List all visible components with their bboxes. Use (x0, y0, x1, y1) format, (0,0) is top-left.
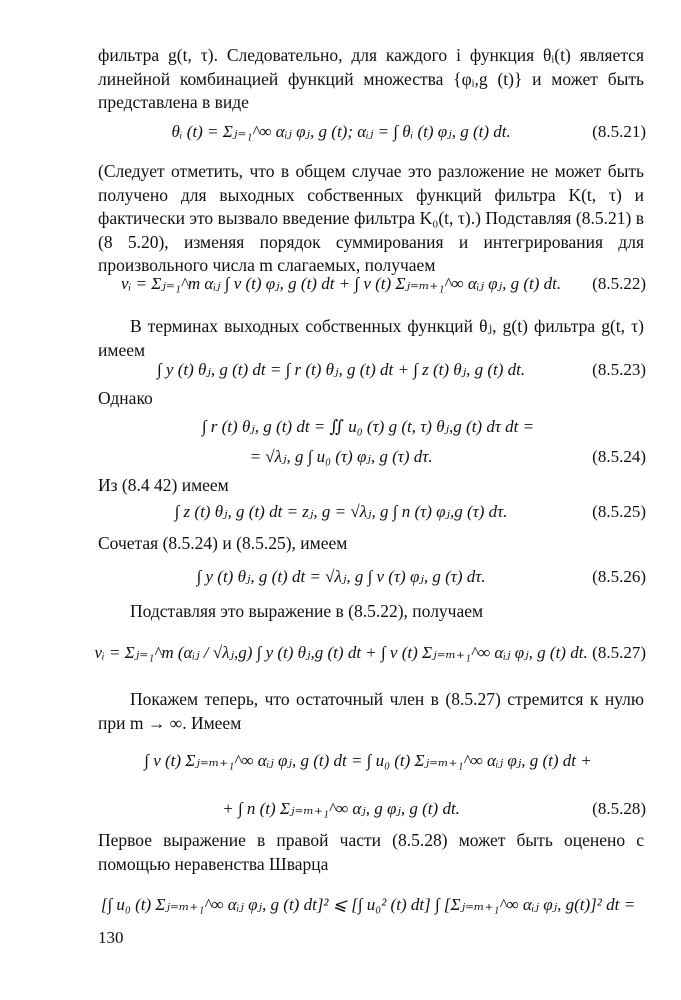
equation-formula: θᵢ (t) = Σⱼ₌₁^∞ αᵢⱼ φⱼ, g (t); αᵢⱼ = ∫ θᵢ (t) φⱼ, g (t) dt. (171, 122, 511, 141)
paragraph: фильтра g(t, τ). Следовательно, для каждого i функция θᵢ(t) является линейной комбинацией функций множества {φᵢ,g (t)} и может быть представлена в виде (98, 45, 644, 112)
equation-formula: vᵢ = Σⱼ₌₁^m αᵢⱼ ∫ v (t) φⱼ, g (t) dt + ∫ v (t) Σⱼ₌ₘ₊₁^∞ αᵢⱼ φⱼ, g (t) dt. (121, 274, 562, 293)
equation-number: (8.5.26) (592, 567, 646, 586)
equation-number: (8.5.28) (592, 799, 646, 818)
equation-number: (8.5.23) (592, 360, 646, 379)
paragraph: В терминах выходных собственных функций θⱼ, g(t) фильтра g(t, τ) имеем (98, 316, 644, 360)
paragraph: Подставляя это выражение в (8.5.22), получаем (130, 601, 484, 621)
paragraph: Однако (98, 388, 153, 408)
equation-8-5-26 (90, 557, 646, 597)
equation-formula: ∫ y (t) θⱼ, g (t) dt = √λⱼ, g ∫ v (τ) φⱼ, g (τ) dτ. (196, 567, 486, 586)
equation-number: (8.5.25) (592, 502, 646, 521)
equation-8-5-28a (90, 738, 646, 784)
equation-formula: = √λⱼ, g ∫ u₀ (τ) φⱼ, g (τ) dτ. (249, 447, 433, 466)
page-number: 130 (98, 928, 124, 947)
equation-number: (8.5.27) (592, 643, 646, 662)
paragraph: Первое выражение в правой части (8.5.28) может быть оценено с помощью неравенства Шварца (98, 830, 644, 874)
equation-formula: ∫ z (t) θⱼ, g (t) dt = zⱼ, g = √λⱼ, g ∫ n (τ) φⱼ,g (τ) dτ. (174, 502, 508, 521)
equation-formula: ∫ r (t) θⱼ, g (t) dt = ∬ u₀ (τ) g (t, τ) θⱼ,g (t) dτ dt = (201, 417, 535, 436)
equation-number: (8.5.22) (592, 274, 646, 293)
paragraph: (Следует отметить, что в общем случае это разложение не может быть получено для выходных собственных функций фильтра K(t, τ) и фактически это вызвало введение фильтра K₀(t, τ).) Подставляя (8.5.21) в (8 5.20), изменяя порядок суммирования и интегрирования для произвольного числа m слагаемых, получаем (98, 161, 644, 275)
equation-number: (8.5.24) (592, 447, 646, 466)
equation-8-5-27 (90, 628, 646, 678)
paragraph: Сочетая (8.5.24) и (8.5.25), имеем (98, 533, 348, 553)
equation-8-5-22 (90, 264, 646, 304)
paragraph: Покажем теперь, что остаточный член в (8.5.27) стремится к нулю при m → ∞. Имеем (98, 689, 644, 733)
equation-8-5-28 (90, 786, 646, 832)
equation-formula: ∫ y (t) θⱼ, g (t) dt = ∫ r (t) θⱼ, g (t) dt + ∫ z (t) θⱼ, g (t) dt. (157, 360, 526, 379)
equation-formula: + ∫ n (t) Σⱼ₌ₘ₊₁^∞ αⱼ, g φⱼ, g (t) dt. (222, 799, 460, 818)
equation-number: (8.5.21) (592, 122, 646, 141)
equation-formula: [∫ u₀ (t) Σⱼ₌ₘ₊₁^∞ αᵢⱼ φⱼ, g (t) dt]² ⩽ [∫ u₀² (t) dt] ∫ [Σⱼ₌ₘ₊₁^∞ αᵢⱼ φⱼ, g(t)]² dt = (100, 895, 636, 914)
equation-formula: vᵢ = Σⱼ₌₁^m (αᵢⱼ / √λⱼ,g) ∫ y (t) θⱼ,g (t) dt + ∫ v (t) Σⱼ₌ₘ₊₁^∞ αᵢⱼ φⱼ, g (t) dt. (94, 643, 588, 662)
equation-8-5-24 (90, 437, 646, 477)
equation-8-5-25 (90, 492, 646, 532)
paragraph: Из (8.4 42) имеем (98, 475, 229, 495)
equation-schwarz (90, 882, 646, 928)
equation-8-5-23 (90, 350, 646, 390)
equation-formula: ∫ v (t) Σⱼ₌ₘ₊₁^∞ αᵢⱼ φⱼ, g (t) dt = ∫ u₀ (t) Σⱼ₌ₘ₊₁^∞ αᵢⱼ φⱼ, g (t) dt + (144, 751, 592, 770)
equation-8-5-21 (90, 112, 646, 152)
